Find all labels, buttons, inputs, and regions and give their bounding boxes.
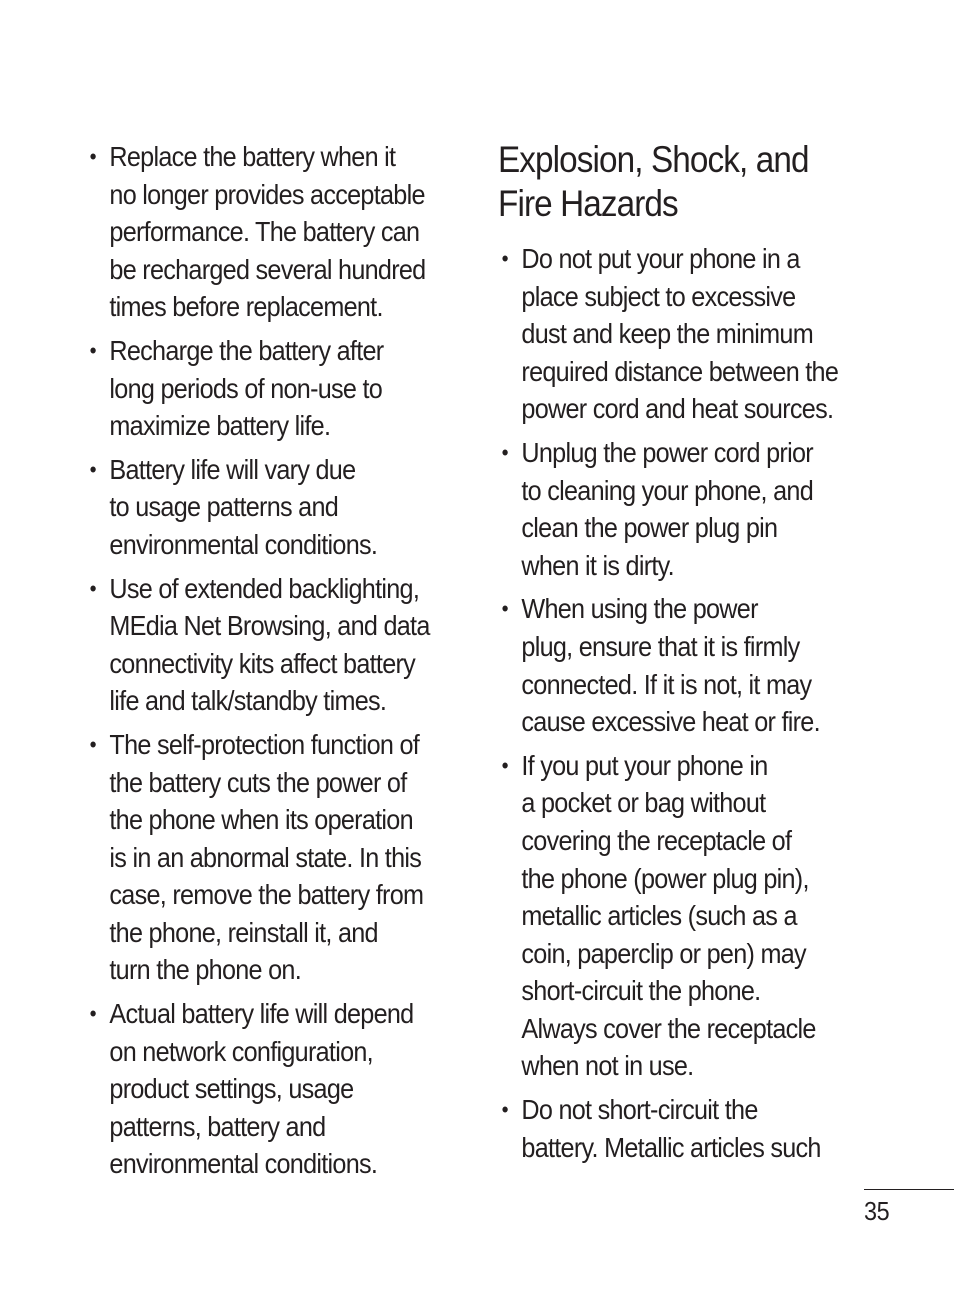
list-item-text: When using the power plug, ensure that it is firmly connected. If it is not, it may cause excessive heat or fire. — [521, 593, 820, 738]
list-item-text: Do not short-circuit the battery. Metallic articles such — [521, 1094, 821, 1163]
list-item-text: Actual battery life will depend on network configuration, product settings, usage patterns, battery and environmental conditions. — [109, 998, 414, 1180]
right-column — [498, 138, 882, 1172]
bullet-icon: • — [501, 752, 508, 778]
list-item — [498, 1091, 899, 1166]
list-item — [86, 726, 487, 989]
bullet-icon: • — [89, 456, 96, 482]
list-item-text: Unplug the power cord prior to cleaning your phone, and clean the power plug pin when it is dirty. — [521, 436, 813, 581]
list-item-text: Battery life will vary due to usage patterns and environmental conditions. — [109, 453, 378, 560]
list-item — [498, 747, 899, 1085]
bullet-icon: • — [501, 439, 508, 465]
bullet-icon: • — [89, 1001, 96, 1027]
list-item-text: The self-protection function of the battery cuts the power of the phone when its operation is in an abnormal state. In this case, remove the battery from the phone, reinstall it, and turn the phone on. — [109, 728, 424, 986]
bullet-icon: • — [89, 575, 96, 601]
page-number: 35 — [864, 1196, 890, 1226]
list-item-text: Use of extended backlighting, MEdia Net Browsing, and data connectivity kits affect battery life and talk/standby times. — [109, 572, 430, 717]
list-item — [498, 590, 899, 740]
footer-divider — [864, 1189, 954, 1190]
bullet-icon: • — [89, 731, 96, 757]
bullet-icon: • — [501, 596, 508, 622]
left-column — [86, 138, 470, 1189]
list-item — [498, 240, 899, 428]
hazard-tips-list — [498, 240, 882, 1166]
section-heading: Explosion, Shock, and Fire Hazards — [498, 139, 809, 224]
bullet-icon: • — [501, 246, 508, 271]
list-item — [86, 451, 487, 564]
bullet-icon: • — [501, 1097, 508, 1123]
list-item — [86, 995, 487, 1183]
list-item-text: If you put your phone in a pocket or bag without covering the receptacle of the phone (power plug pin), metallic articles (such as a coin, paperclip or pen) may short-circuit the phone. Always cover the receptacle when not in use. — [521, 749, 816, 1082]
bullet-icon: • — [89, 337, 96, 363]
list-item-text: Recharge the battery after long periods of non-use to maximize battery life. — [109, 334, 384, 442]
list-item — [86, 332, 487, 445]
list-item-text: Do not put your phone in a place subject to excessive dust and keep the minimum required distance between the power cord and heat sources. — [521, 243, 839, 425]
list-item — [86, 570, 487, 720]
list-item — [86, 138, 487, 326]
list-item — [498, 434, 899, 584]
battery-tips-list — [86, 138, 470, 1183]
list-item-text: Replace the battery when it no longer provides acceptable performance. The battery can be recharged several hundred times before replacement. — [109, 141, 426, 323]
bullet-icon: • — [89, 144, 96, 169]
